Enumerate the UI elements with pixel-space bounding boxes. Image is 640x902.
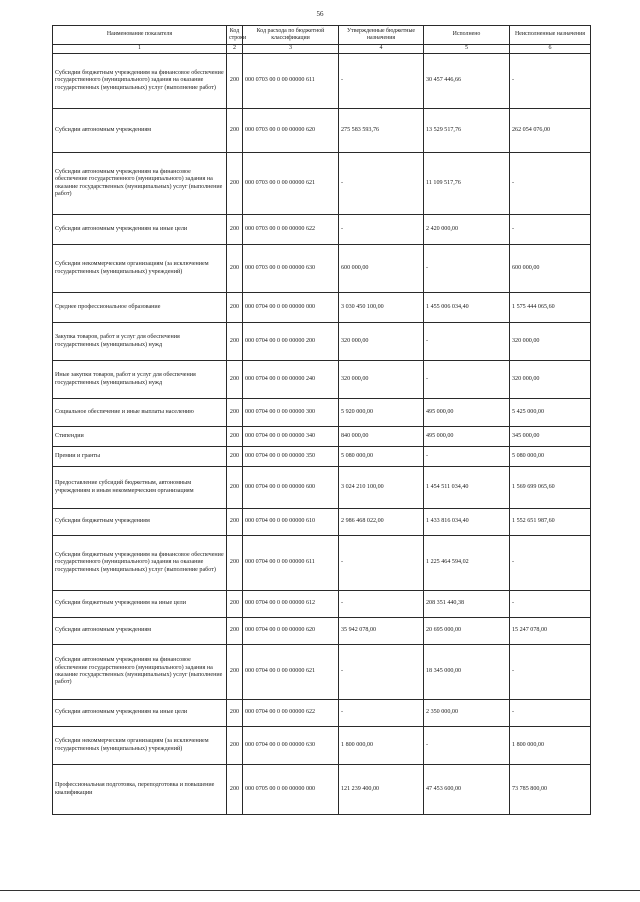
table-row: [53, 361, 591, 399]
table-cell-executed: 20 695 000,00: [424, 618, 510, 645]
table-cell-expense-code: 000 0703 00 0 00 00000 620: [243, 109, 339, 153]
table-cell-line-code: 200: [227, 153, 243, 215]
table-cell-expense-code: 000 0703 00 0 00 00000 630: [243, 245, 339, 293]
table-cell-approved: 320 000,00: [339, 323, 424, 361]
table-cell-indicator-name: Премии и гранты: [53, 447, 227, 467]
table-cell-unexecuted: 1 552 651 987,60: [510, 509, 591, 536]
table-cell-unexecuted: -: [510, 700, 591, 727]
footer-divider: [0, 890, 640, 891]
table-cell-unexecuted: 1 800 000,00: [510, 727, 591, 765]
table-cell-approved: 5 080 000,00: [339, 447, 424, 467]
table-cell-indicator-name: Среднее профессиональное образование: [53, 293, 227, 323]
table-row: [53, 467, 591, 509]
table-cell-line-code: 200: [227, 399, 243, 427]
table-cell-line-code: 200: [227, 765, 243, 815]
table-cell-expense-code: 000 0704 00 0 00 00000 600: [243, 467, 339, 509]
table-cell-unexecuted: 320 000,00: [510, 361, 591, 399]
table-cell-indicator-name: Субсидии автономным учреждениям на иные цели: [53, 700, 227, 727]
table-cell-indicator-name: Субсидии бюджетным учреждениям: [53, 509, 227, 536]
table-row: [53, 399, 591, 427]
table-row: [53, 727, 591, 765]
budget-execution-table: [52, 25, 591, 815]
table-cell-indicator-name: Предоставление субсидий бюджетным, автономным учреждениям и иным некоммерческим организациям: [53, 467, 227, 509]
table-cell-executed: -: [424, 727, 510, 765]
table-row: [53, 54, 591, 109]
table-cell-approved: 1 800 000,00: [339, 727, 424, 765]
header-row: [53, 26, 591, 45]
table-row: [53, 323, 591, 361]
table-cell-expense-code: 000 0703 00 0 00 00000 621: [243, 153, 339, 215]
table-cell-line-code: 200: [227, 54, 243, 109]
table-cell-line-code: 200: [227, 361, 243, 399]
table-cell-executed: -: [424, 323, 510, 361]
table-cell-line-code: 200: [227, 700, 243, 727]
table-cell-approved: 600 000,00: [339, 245, 424, 293]
table-cell-unexecuted: 5 080 000,00: [510, 447, 591, 467]
table-cell-expense-code: 000 0704 00 0 00 00000 340: [243, 427, 339, 447]
table-cell-indicator-name: Субсидии бюджетным учреждениям на финансовое обеспечение государственного (муниципального) задания на оказание государственных (муниципальных) услуг (выполнение работ): [53, 54, 227, 109]
table-cell-indicator-name: Субсидии автономным учреждениям на финансовое обеспечение государственного (муниципального) задания на оказание государственных (муниципальных) услуг (выполнение работ): [53, 645, 227, 700]
table-cell-expense-code: 000 0704 00 0 00 00000 350: [243, 447, 339, 467]
table-cell-line-code: 200: [227, 591, 243, 618]
table-cell-indicator-name: Профессиональная подготовка, переподготовка и повышение квалификации: [53, 765, 227, 815]
table-cell-expense-code: 000 0704 00 0 00 00000 610: [243, 509, 339, 536]
table-cell-executed: 1 454 511 034,40: [424, 467, 510, 509]
table-cell-unexecuted: -: [510, 536, 591, 591]
table-cell-executed: 2 420 000,00: [424, 215, 510, 245]
table-cell-expense-code: 000 0704 00 0 00 00000 622: [243, 700, 339, 727]
table-cell-unexecuted: 1 575 444 065,60: [510, 293, 591, 323]
table-cell-unexecuted: 262 054 076,00: [510, 109, 591, 153]
table-cell-approved: 3 024 210 100,00: [339, 467, 424, 509]
table-cell-expense-code: 000 0704 00 0 00 00000 621: [243, 645, 339, 700]
page-number: 56: [316, 10, 324, 18]
table-cell-executed: 208 351 440,38: [424, 591, 510, 618]
table-cell-approved: 320 000,00: [339, 361, 424, 399]
table-row: [53, 427, 591, 447]
table-cell-expense-code: 000 0704 00 0 00 00000 000: [243, 293, 339, 323]
table-cell-line-code: 200: [227, 109, 243, 153]
table-cell-executed: 47 453 600,00: [424, 765, 510, 815]
table-cell-expense-code: 000 0705 00 0 00 00000 000: [243, 765, 339, 815]
table-cell-approved: -: [339, 54, 424, 109]
table-cell-line-code: 200: [227, 293, 243, 323]
table-cell-indicator-name: Субсидии некоммерческим организациям (за исключением государственных (муниципальных) учреждений): [53, 245, 227, 293]
table-cell-unexecuted: 1 569 699 065,60: [510, 467, 591, 509]
table-cell-approved: -: [339, 536, 424, 591]
table-cell-indicator-name: Субсидии бюджетным учреждениям на иные цели: [53, 591, 227, 618]
table-row: [53, 700, 591, 727]
table-cell-unexecuted: 600 000,00: [510, 245, 591, 293]
table-cell-executed: 11 109 517,76: [424, 153, 510, 215]
table-cell-expense-code: 000 0704 00 0 00 00000 620: [243, 618, 339, 645]
table-cell-approved: -: [339, 700, 424, 727]
table-cell-approved: -: [339, 645, 424, 700]
table-cell-executed: -: [424, 447, 510, 467]
table-cell-line-code: 200: [227, 427, 243, 447]
table-cell-line-code: 200: [227, 323, 243, 361]
table-cell-executed: -: [424, 245, 510, 293]
table-row: [53, 153, 591, 215]
table-cell-executed: 1 433 816 034,40: [424, 509, 510, 536]
table-row: [53, 509, 591, 536]
column-number-row: [53, 45, 591, 54]
header-line-code: Код строки: [227, 26, 243, 45]
table-row: [53, 293, 591, 323]
table-cell-expense-code: 000 0704 00 0 00 00000 611: [243, 536, 339, 591]
table-row: [53, 765, 591, 815]
table-cell-line-code: 200: [227, 645, 243, 700]
table-cell-indicator-name: Субсидии автономным учреждениям на иные цели: [53, 215, 227, 245]
table-cell-line-code: 200: [227, 467, 243, 509]
table-cell-executed: 495 000,00: [424, 399, 510, 427]
header-approved: Утвержденные бюджетные назначения: [339, 26, 424, 45]
table-cell-approved: 840 000,00: [339, 427, 424, 447]
table-cell-expense-code: 000 0704 00 0 00 00000 630: [243, 727, 339, 765]
table-cell-line-code: 200: [227, 618, 243, 645]
table-cell-expense-code: 000 0704 00 0 00 00000 200: [243, 323, 339, 361]
table-row: [53, 618, 591, 645]
table-cell-expense-code: 000 0704 00 0 00 00000 612: [243, 591, 339, 618]
table-cell-approved: -: [339, 153, 424, 215]
table-cell-executed: 2 350 000,00: [424, 700, 510, 727]
table-cell-indicator-name: Субсидии автономным учреждениям: [53, 109, 227, 153]
column-number: 5: [424, 45, 510, 54]
table-cell-expense-code: 000 0703 00 0 00 00000 611: [243, 54, 339, 109]
table-cell-executed: 1 455 006 034,40: [424, 293, 510, 323]
table-row: [53, 109, 591, 153]
table-cell-indicator-name: Субсидии автономным учреждениям на финансовое обеспечение государственного (муниципального) задания на оказание государственных (муниципальных) услуг (выполнение работ): [53, 153, 227, 215]
column-number: 1: [53, 45, 227, 54]
table-cell-executed: 18 345 000,00: [424, 645, 510, 700]
table-row: [53, 591, 591, 618]
table-cell-line-code: 200: [227, 245, 243, 293]
table-cell-executed: -: [424, 361, 510, 399]
table-cell-indicator-name: Субсидии бюджетным учреждениям на финансовое обеспечение государственного (муниципального) задания на оказание государственных (муниципальных) услуг (выполнение работ): [53, 536, 227, 591]
header-expense-code: Код расхода по бюджетной классификации: [243, 26, 339, 45]
column-number: 6: [510, 45, 591, 54]
table-cell-indicator-name: Закупка товаров, работ и услуг для обеспечения государственных (муниципальных) нужд: [53, 323, 227, 361]
table-cell-expense-code: 000 0704 00 0 00 00000 300: [243, 399, 339, 427]
table-cell-approved: 121 239 400,00: [339, 765, 424, 815]
table-cell-indicator-name: Социальное обеспечение и иные выплаты населению: [53, 399, 227, 427]
table-cell-executed: 30 457 446,66: [424, 54, 510, 109]
table-cell-unexecuted: -: [510, 591, 591, 618]
table-cell-approved: 35 942 078,00: [339, 618, 424, 645]
table-cell-unexecuted: -: [510, 54, 591, 109]
column-number: 3: [243, 45, 339, 54]
table-cell-approved: -: [339, 591, 424, 618]
table-cell-unexecuted: -: [510, 153, 591, 215]
table-cell-unexecuted: 15 247 078,00: [510, 618, 591, 645]
header-executed: Исполнено: [424, 26, 510, 45]
table-cell-unexecuted: 320 000,00: [510, 323, 591, 361]
table-row: [53, 215, 591, 245]
table-cell-indicator-name: Субсидии некоммерческим организациям (за исключением государственных (муниципальных) учреждений): [53, 727, 227, 765]
table-cell-approved: 2 986 468 022,00: [339, 509, 424, 536]
table-cell-unexecuted: 73 785 800,00: [510, 765, 591, 815]
table-cell-expense-code: 000 0703 00 0 00 00000 622: [243, 215, 339, 245]
table-cell-executed: 13 529 517,76: [424, 109, 510, 153]
table-cell-approved: -: [339, 215, 424, 245]
table-cell-indicator-name: Стипендии: [53, 427, 227, 447]
table-row: [53, 536, 591, 591]
table-cell-approved: 3 030 450 100,00: [339, 293, 424, 323]
column-number: 2: [227, 45, 243, 54]
table-cell-line-code: 200: [227, 536, 243, 591]
table-cell-indicator-name: Иные закупки товаров, работ и услуг для обеспечения государственных (муниципальных) нужд: [53, 361, 227, 399]
table-cell-unexecuted: -: [510, 215, 591, 245]
header-unexecuted: Неисполненные назначения: [510, 26, 591, 45]
table-row: [53, 447, 591, 467]
table-cell-line-code: 200: [227, 509, 243, 536]
table-cell-expense-code: 000 0704 00 0 00 00000 240: [243, 361, 339, 399]
table-cell-approved: 275 583 593,76: [339, 109, 424, 153]
table-cell-unexecuted: 345 000,00: [510, 427, 591, 447]
table-cell-executed: 1 225 464 594,02: [424, 536, 510, 591]
table-cell-line-code: 200: [227, 727, 243, 765]
table-cell-unexecuted: -: [510, 645, 591, 700]
table-cell-indicator-name: Субсидии автономным учреждениям: [53, 618, 227, 645]
column-number: 4: [339, 45, 424, 54]
table-cell-line-code: 200: [227, 447, 243, 467]
table-cell-unexecuted: 5 425 000,00: [510, 399, 591, 427]
table-row: [53, 245, 591, 293]
table-row: [53, 645, 591, 700]
table-cell-line-code: 200: [227, 215, 243, 245]
table-cell-executed: 495 000,00: [424, 427, 510, 447]
header-indicator-name: Наименование показателя: [53, 26, 227, 45]
table-cell-approved: 5 920 000,00: [339, 399, 424, 427]
